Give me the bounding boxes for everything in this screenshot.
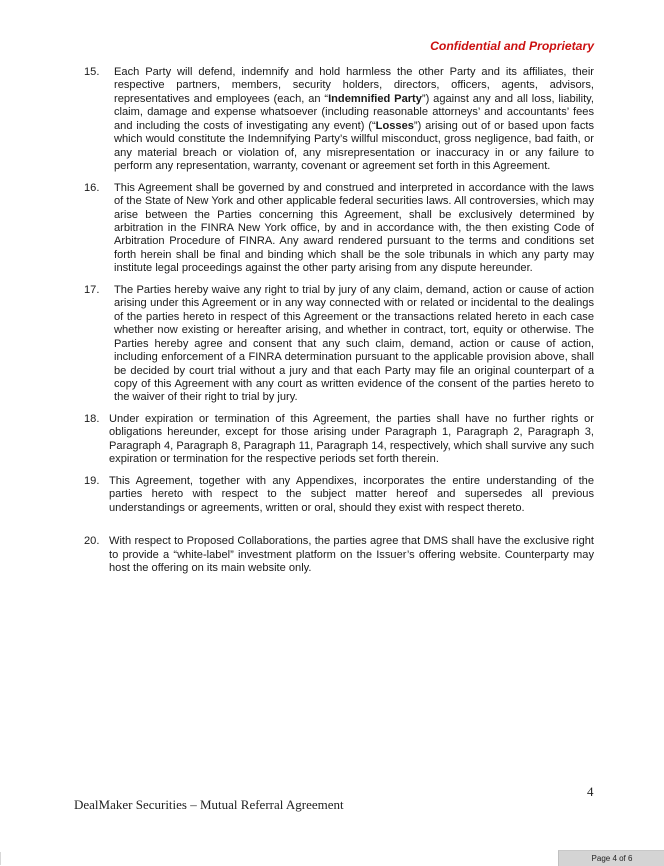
clause-number: 20. <box>84 535 100 548</box>
clause-text: This Agreement shall be governed by and construed and interpreted in accordance with the laws of the State of New York and other applicable federal securities laws. All controversies, which may arise between the Parties concerning this Agreement, shall be exclusively determined by arbitration in the FINRA New York office, by and in accordance with, the then existing Code of Arbitration Procedure of FINRA. Any award rendered pursuant to the terms and conditions set forth herein shall be final and binding which shall be the sole tribunals in which any party may institute legal proceedings against the other party arising from any dispute hereunder. <box>114 181 594 275</box>
clause-16 <box>84 182 594 276</box>
confidential-header: Confidential and Proprietary <box>430 39 594 53</box>
footer-page-number: 4 <box>587 784 594 799</box>
clause-text-segment: ”) against any and all loss, liability, claim, damage and expense whatsoever (including reasonable attorneys’ and accountants’ fees and including the costs of investigating any event) (“ <box>114 92 594 132</box>
clause-17 <box>84 284 594 405</box>
clause-18 <box>84 413 594 467</box>
clause-text: With respect to Proposed Collaborations, the parties agree that DMS shall have the exclusive right to provide a “white-label” investment platform on the Issuer’s offering website. Counterparty may host the offering on its main website only. <box>109 535 594 574</box>
clause-text-segment: Each Party will defend, indemnify and hold harmless the other Party and its affiliates, their respective partners, members, security holders, directors, officers, agents, advisors, representatives and employees (each, an “ <box>114 66 594 105</box>
footer-document-title: DealMaker Securities – Mutual Referral Agreement <box>74 797 344 812</box>
clause-text: This Agreement, together with any Appendixes, incorporates the entire understanding of the parties hereto with respect to the subject matter hereof and supersedes all previous understandings or agreements, written or oral, should they exist with respect thereto. <box>109 474 594 514</box>
clause-number: 17. <box>84 283 100 296</box>
page-indicator[interactable]: Page 4 of 6 <box>558 850 664 866</box>
clause-number: 19. <box>84 474 100 487</box>
defined-term-losses: Losses <box>375 119 414 132</box>
clause-text <box>114 66 594 174</box>
clause-text: Under expiration or termination of this Agreement, the parties shall have no further rights or obligations hereunder, except for those arising under Paragraph 1, Paragraph 2, Paragraph 3, Paragraph 4, Paragraph 8, Paragraph 11, Paragraph 14, respectively, which shall survive any such expiration or termination for the respective periods set forth therein. <box>109 412 594 466</box>
clause-19 <box>84 475 594 515</box>
clause-number: 15. <box>84 66 100 78</box>
clause-number: 16. <box>84 181 100 194</box>
clause-text: The Parties hereby waive any right to trial by jury of any claim, demand, action or cause of action arising under this Agreement or in any way connected with or related or incidental to the dealings of the parties hereto in respect of this Agreement or the transactions related hereto in each case whether now existing or hereafter arising, and whether in contract, tort, equity or otherwise. The Parties hereby agree and consent that any such claim, demand, action or cause of action, including enforcement of a FINRA determination pursuant to the applicable provision above, shall be decided by court trial without a jury and that each Party may file an original counterpart of a copy of this Agreement with any court as written evidence of the consent of the parties hereto to the waiver of their right to trial by jury. <box>114 283 594 404</box>
clause-number: 18. <box>84 412 100 425</box>
defined-term-indemnified-party: Indemnified Party <box>328 92 422 105</box>
clause-list <box>84 66 594 575</box>
clause-text-segment: ”) arising out of or based upon facts which would constitute the Indemnifying Party’s willful misconduct, gross negligence, bad faith, or any material breach or violation of, any misrepresentation or inaccuracy in or any failure to perform any representation, warranty, covenant or agreement set forth in this Agreement. <box>114 119 594 173</box>
clause-20 <box>84 535 594 575</box>
viewer-status-divider <box>0 852 1 865</box>
clause-15 <box>84 66 594 174</box>
